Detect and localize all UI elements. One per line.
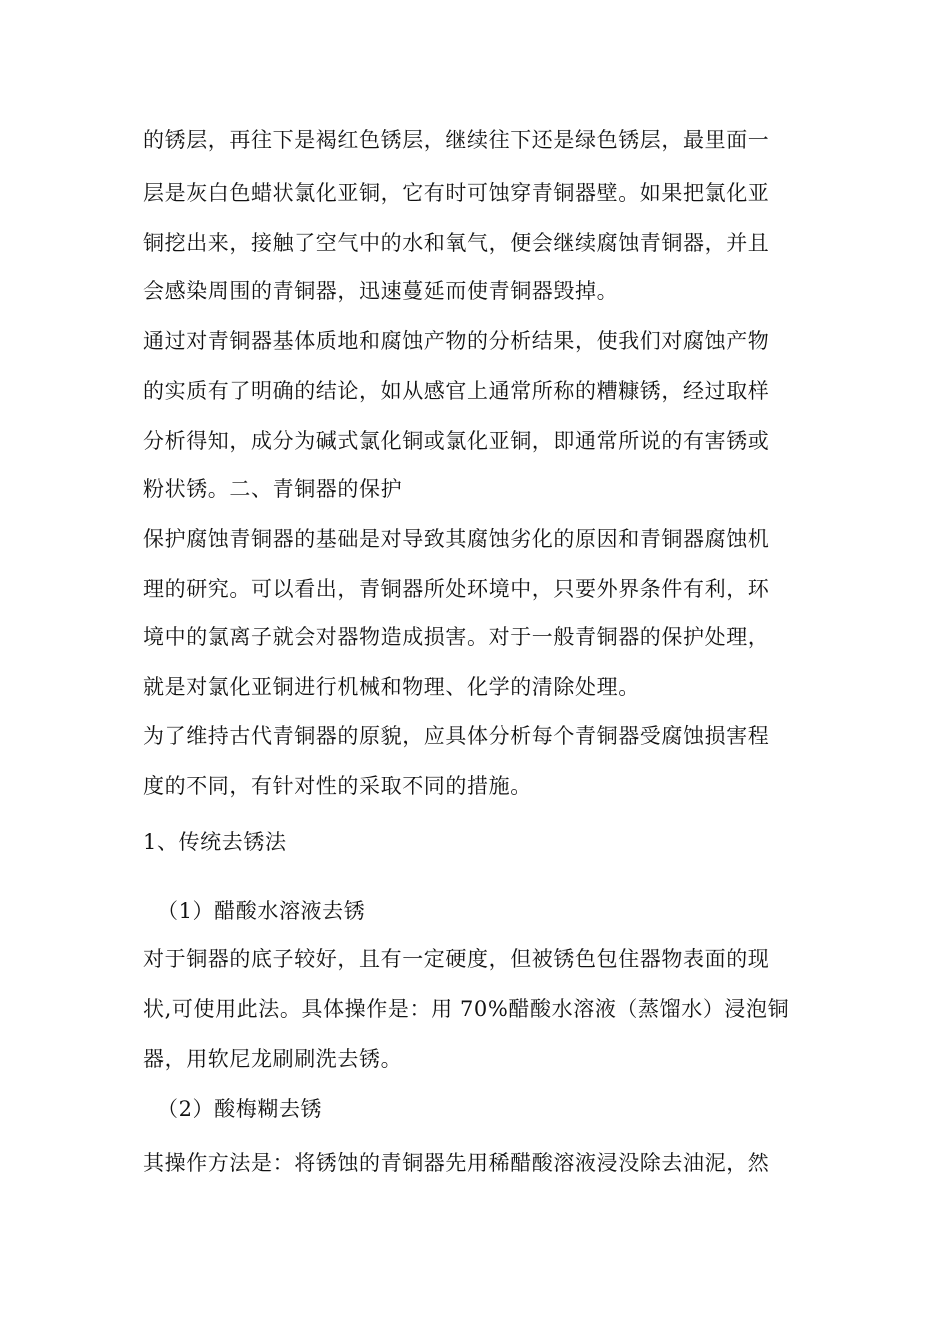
text-line: 分析得知，成分为碱式氯化铜或氯化亚铜，即通常所说的有害锈或 — [143, 429, 770, 453]
text-line: 其操作方法是：将锈蚀的青铜器先用稀醋酸溶液浸没除去油泥，然 — [143, 1151, 770, 1175]
text-line: 为了维持古代青铜器的原貌，应具体分析每个青铜器受腐蚀损害程 — [143, 724, 770, 748]
text-line: 层是灰白色蜡状氯化亚铜，它有时可蚀穿青铜器壁。如果把氯化亚 — [143, 181, 770, 205]
text-line: 度的不同，有针对性的采取不同的措施。 — [143, 774, 532, 798]
section-heading: 1、传统去锈法 — [143, 830, 287, 854]
text-line: 的锈层，再往下是褐红色锈层，继续往下还是绿色锈层，最里面一 — [143, 128, 770, 152]
text-line: 保护腐蚀青铜器的基础是对导致其腐蚀劣化的原因和青铜器腐蚀机 — [143, 527, 770, 551]
subsection-heading: （2）酸梅糊去锈 — [157, 1097, 323, 1121]
text-line: 对于铜器的底子较好，且有一定硬度，但被锈色包住器物表面的现 — [143, 947, 770, 971]
text-line: 境中的氯离子就会对器物造成损害。对于一般青铜器的保护处理， — [143, 625, 770, 649]
text-line: 铜挖出来，接触了空气中的水和氧气，便会继续腐蚀青铜器，并且 — [143, 231, 770, 255]
subsection-heading: （1）醋酸水溶液去锈 — [157, 899, 366, 923]
text-line: 理的研究。可以看出，青铜器所处环境中，只要外界条件有利，环 — [143, 577, 770, 601]
text-line: 就是对氯化亚铜进行机械和物理、化学的清除处理。 — [143, 675, 640, 699]
text-line: 会感染周围的青铜器，迅速蔓延而使青铜器毁掉。 — [143, 279, 619, 303]
text-line: 器，用软尼龙刷刷洗去锈。 — [143, 1047, 403, 1071]
text-line: 粉状锈。二、青铜器的保护 — [143, 477, 403, 501]
text-line: 状,可使用此法。具体操作是：用 70%醋酸水溶液（蒸馏水）浸泡铜 — [143, 997, 790, 1021]
text-line: 的实质有了明确的结论，如从感官上通常所称的糟糠锈，经过取样 — [143, 379, 770, 403]
text-line: 通过对青铜器基体质地和腐蚀产物的分析结果，使我们对腐蚀产物 — [143, 329, 770, 353]
